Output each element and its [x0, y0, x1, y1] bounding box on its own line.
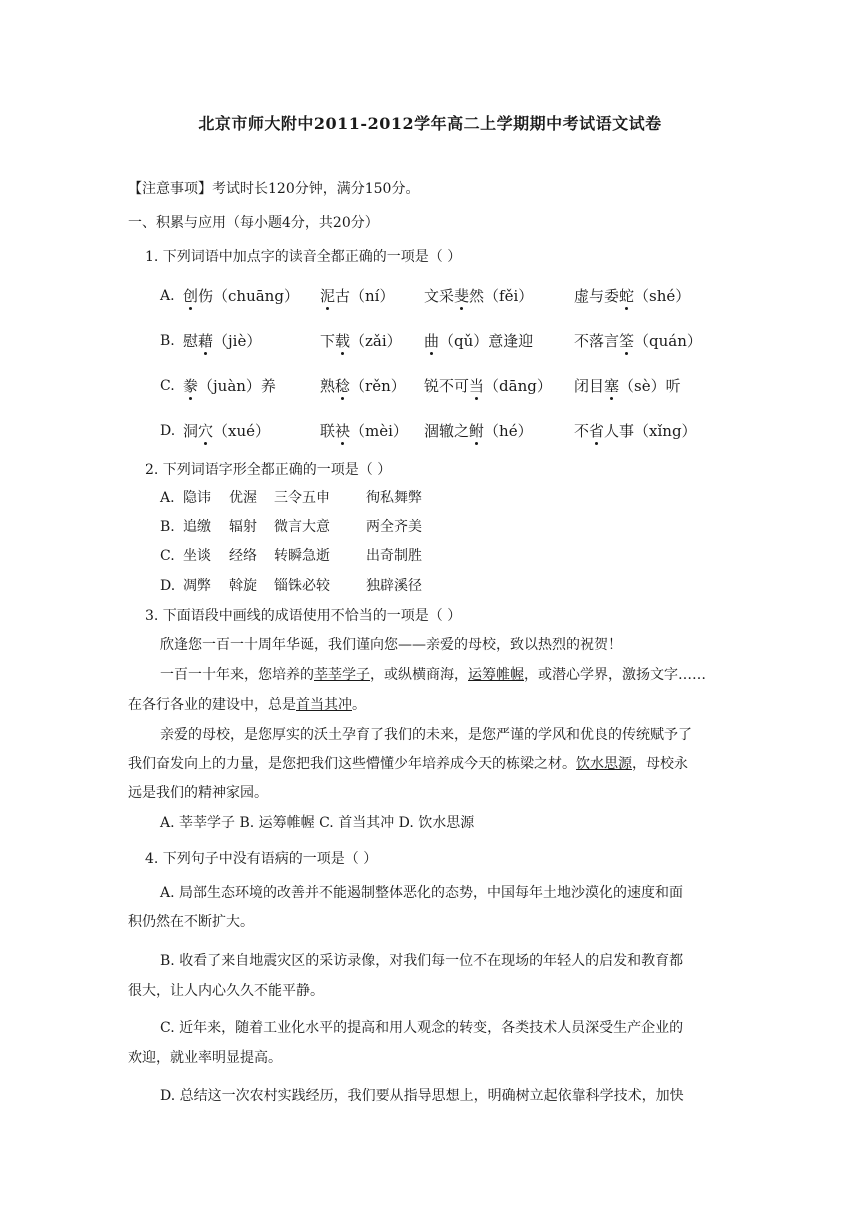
word-suffix: （mèi） — [350, 422, 408, 440]
q4-option-a-line-1: A. 局部生态环境的改善并不能遏制整体恶化的态势，中国每年土地沙漠化的速度和面 — [160, 885, 684, 901]
word-prefix: 不 — [574, 422, 590, 440]
q1-option-word — [574, 287, 690, 305]
word-suffix: （zǎi） — [350, 332, 402, 350]
underlined-idiom: 首当其冲 — [296, 697, 352, 713]
q2-option-word: 转瞬急逝 — [274, 548, 330, 564]
dotted-character: 斐 — [454, 287, 470, 305]
exam-notice: 【注意事项】考试时长120分钟，满分150分。 — [128, 181, 420, 197]
dotted-character: 鲋 — [469, 422, 485, 440]
q3-paragraph-1: 欣逢您一百一十周年华诞，我们谨向您——亲爱的母校，致以热烈的祝贺！ — [160, 637, 622, 653]
q3-paragraph-3-line-3: 远是我们的精神家园。 — [128, 785, 268, 801]
q1-option-word — [320, 377, 406, 395]
q1-option-word — [424, 377, 552, 395]
q2-option-word: 坐谈 — [183, 548, 211, 564]
q2-option-word: 独辟溪径 — [366, 578, 422, 594]
dotted-character: 载 — [335, 332, 351, 350]
underlined-idiom: 莘莘学子 — [314, 667, 370, 683]
q1-option-word — [183, 332, 261, 350]
underlined-idiom: 运筹帷幄 — [468, 667, 524, 683]
q2-option-word: 辐射 — [229, 519, 257, 535]
exam-title: 北京市师大附中2011-2012学年高二上学期期中考试语文试卷 — [198, 114, 662, 133]
q1-option-label: D. — [160, 423, 176, 439]
dotted-character: 泥 — [320, 287, 336, 305]
q1-option-word — [320, 332, 402, 350]
q2-option-word: 锱铢必较 — [274, 578, 330, 594]
word-suffix: （juàn）养 — [198, 377, 276, 395]
dotted-character: 筌 — [619, 332, 635, 350]
q4-option-c-line-1: C. 近年来，随着工业化水平的提高和用人观念的转变，各类技术人员深受生产企业的 — [160, 1020, 684, 1036]
q3-paragraph-3-line-2 — [128, 755, 688, 773]
text: ，母校永 — [632, 756, 688, 772]
q2-option-word: 追缴 — [183, 519, 211, 535]
word-suffix: （dāng） — [484, 377, 552, 395]
word-suffix: （shé） — [634, 287, 691, 305]
underlined-idiom: 饮水思源 — [576, 756, 632, 772]
dotted-character: 豢 — [183, 377, 199, 395]
word-prefix: 锐不可 — [424, 377, 470, 395]
word-prefix: 不落言 — [574, 332, 620, 350]
dotted-character: 省 — [589, 422, 605, 440]
q4-option-a-line-2: 积仍然在不断扩大。 — [128, 914, 254, 930]
q2-option-word: 隐讳 — [183, 490, 211, 506]
word-prefix: 文采 — [424, 287, 455, 305]
q1-option-word — [424, 422, 533, 440]
text: 一百一十年来，您培养的 — [160, 667, 314, 683]
q1-option-label: A. — [160, 288, 175, 304]
q1-option-label: C. — [160, 378, 175, 394]
word-prefix: 洞 — [183, 422, 199, 440]
text: ，或纵横商海， — [370, 667, 468, 683]
dotted-character: 蛇 — [619, 287, 635, 305]
q2-option-word: 微言大意 — [274, 519, 330, 535]
q4-option-b-line-1: B. 收看了来自地震灾区的采访录像，对我们每一位不在现场的年轻人的启发和教育都 — [160, 953, 684, 969]
word-prefix: 闭目 — [574, 377, 605, 395]
dotted-character: 创 — [183, 287, 199, 305]
q2-option-label: B. — [160, 519, 175, 535]
q2-option-word: 徇私舞弊 — [366, 490, 422, 506]
q4-stem: 4. 下列句子中没有语病的一项是（ ） — [145, 851, 378, 867]
q1-option-word — [183, 422, 270, 440]
q2-option-word: 斡旋 — [229, 578, 257, 594]
q2-option-word: 凋弊 — [183, 578, 211, 594]
word-suffix: 人事（xǐng） — [604, 422, 697, 440]
text: 。 — [352, 697, 366, 713]
dotted-character: 曲 — [424, 332, 440, 350]
q1-option-word — [320, 422, 408, 440]
word-prefix: 联 — [320, 422, 336, 440]
q3-paragraph-3-line-1: 亲爱的母校，是您厚实的沃土孕育了我们的未来，是您严谨的学风和优良的传统赋予了 — [160, 727, 692, 743]
word-suffix: （xué） — [213, 422, 271, 440]
word-suffix: 然（fěi） — [469, 287, 534, 305]
dotted-character: 当 — [469, 377, 485, 395]
word-suffix: （quán） — [634, 332, 702, 350]
word-suffix: （hé） — [484, 422, 533, 440]
q1-option-word — [424, 287, 533, 305]
q2-option-word: 三令五申 — [274, 490, 330, 506]
q1-option-word — [574, 377, 681, 395]
text: 我们奋发向上的力量，是您把我们这些懵懂少年培养成今天的栋梁之材。 — [128, 756, 576, 772]
word-suffix: 伤（chuāng） — [198, 287, 299, 305]
q4-option-b-line-2: 很大，让人内心久久不能平静。 — [128, 983, 324, 999]
q3-stem: 3. 下面语段中画线的成语使用不恰当的一项是（ ） — [145, 608, 462, 624]
q1-option-word — [183, 287, 299, 305]
word-suffix: 古（ní） — [335, 287, 395, 305]
word-suffix: （jiè） — [213, 332, 262, 350]
q1-stem: 1. 下列词语中加点字的读音全都正确的一项是（ ） — [145, 249, 462, 265]
dotted-character: 塞 — [604, 377, 620, 395]
q2-option-label: A. — [160, 490, 175, 506]
q3-paragraph-2-line-2 — [128, 696, 366, 714]
text: 在各行各业的建设中，总是 — [128, 697, 296, 713]
dotted-character: 藉 — [198, 332, 214, 350]
q3-paragraph-2-line-1 — [160, 666, 706, 684]
word-suffix: （qǔ）意逢迎 — [439, 332, 534, 350]
q2-option-label: D. — [160, 578, 176, 594]
q1-option-word — [183, 377, 276, 395]
q3-answer-options: A. 莘莘学子 B. 运筹帷幄 C. 首当其冲 D. 饮水思源 — [160, 815, 475, 831]
q1-option-word — [424, 332, 533, 350]
q2-option-label: C. — [160, 548, 175, 564]
q4-option-c-line-2: 欢迎，就业率明显提高。 — [128, 1050, 282, 1066]
text: ，或潜心学界，激扬文字…… — [524, 667, 706, 683]
dotted-character: 袂 — [335, 422, 351, 440]
q1-option-word — [574, 332, 702, 350]
word-prefix: 虚与委 — [574, 287, 620, 305]
q2-option-word: 出奇制胜 — [366, 548, 422, 564]
word-prefix: 熟 — [320, 377, 336, 395]
q1-option-label: B. — [160, 333, 175, 349]
q1-option-word — [320, 287, 394, 305]
q2-stem: 2. 下列词语字形全都正确的一项是（ ） — [145, 462, 392, 478]
section-heading: 一、积累与应用（每小题4分，共20分） — [128, 215, 379, 231]
dotted-character: 稔 — [335, 377, 351, 395]
q2-option-word: 两全齐美 — [366, 519, 422, 535]
q4-option-d-line-1: D. 总结这一次农村实践经历，我们要从指导思想上，明确树立起依靠科学技术，加快 — [160, 1088, 684, 1104]
word-prefix: 慰 — [183, 332, 199, 350]
q2-option-word: 经络 — [229, 548, 257, 564]
word-suffix: （rěn） — [350, 377, 406, 395]
q2-option-word: 优渥 — [229, 490, 257, 506]
word-prefix: 涸辙之 — [424, 422, 470, 440]
word-suffix: （sè）听 — [619, 377, 681, 395]
word-prefix: 下 — [320, 332, 336, 350]
dotted-character: 穴 — [198, 422, 214, 440]
q1-option-word — [574, 422, 697, 440]
